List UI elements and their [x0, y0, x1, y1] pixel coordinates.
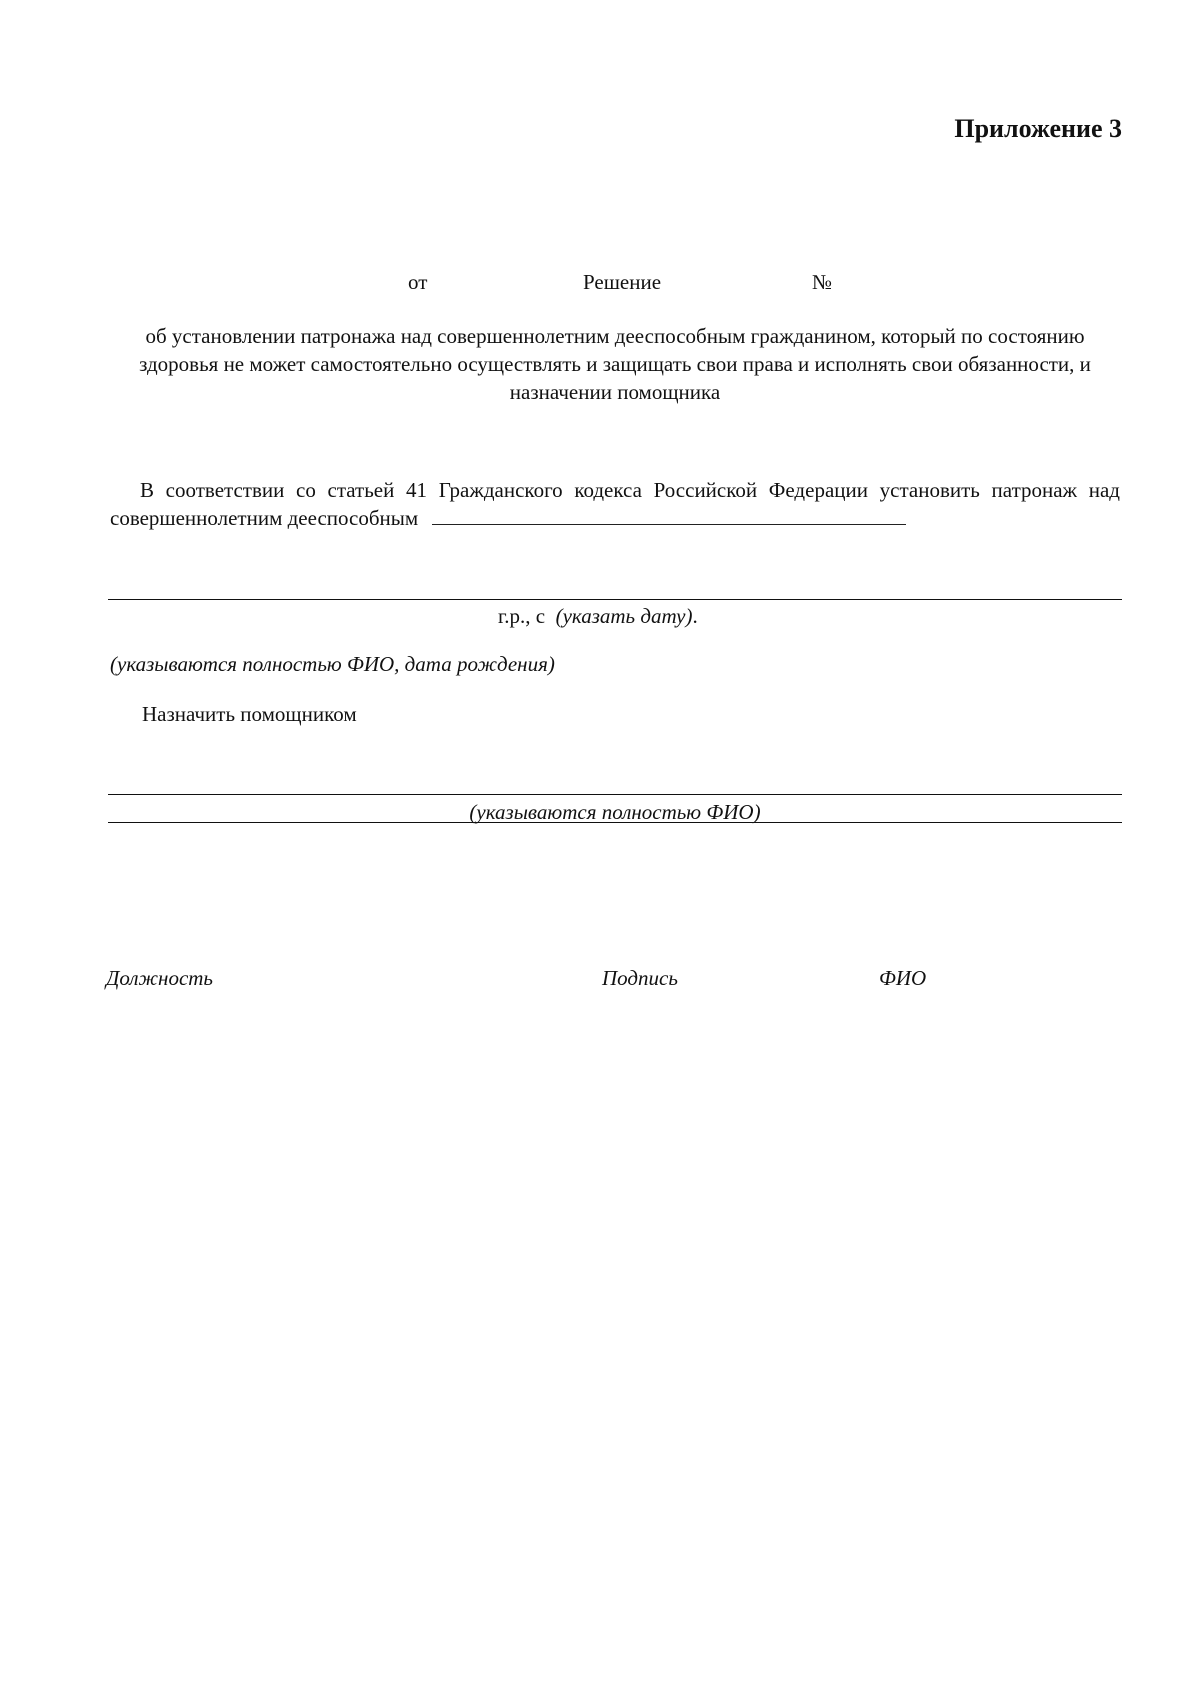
birth-suffix: . — [692, 604, 698, 628]
assistant-name-line — [108, 794, 1122, 795]
decision-title: Решение — [583, 270, 662, 294]
appendix-label: Приложение 3 — [954, 114, 1122, 143]
assistant-fio-hint: (указываются полностью ФИО) — [469, 800, 761, 824]
signature-position: Должность — [106, 966, 213, 990]
assistant-bottom-line — [108, 822, 1122, 823]
main-paragraph-text: В соответствии со статьей 41 Гражданского кодекса Российской Федерации установить патронаж над совершеннолетним дееспособным — [110, 478, 1120, 530]
birth-prefix: г.р., с — [498, 604, 546, 628]
fio-birth-hint: (указываются полностью ФИО, дата рождения) — [110, 652, 555, 676]
birth-date-line — [498, 604, 698, 629]
signature-sign: Подпись — [602, 966, 678, 990]
assign-assistant-label: Назначить помощником — [142, 702, 357, 726]
ward-name-line — [108, 599, 1122, 600]
decision-date-label: от — [408, 270, 428, 294]
signature-fio: ФИО — [879, 966, 927, 990]
decision-subject: об установлении патронажа над совершеннолетним дееспособным гражданином, который по состоянию здоровья не может самостоятельно осуществлять и защищать свои права и исполнять свои обязанности, и назначении помощника — [139, 324, 1091, 404]
ward-name-blank — [432, 506, 906, 525]
decision-number-label: № — [812, 270, 833, 294]
main-paragraph — [110, 476, 1120, 532]
date-hint: (указать дату) — [555, 604, 693, 628]
